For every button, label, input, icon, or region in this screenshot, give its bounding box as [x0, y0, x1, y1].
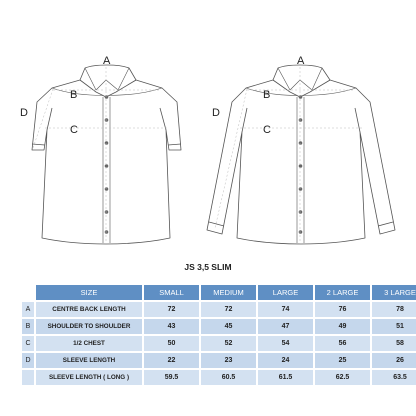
row-value: 54 [258, 336, 313, 351]
row-value: 74 [258, 302, 313, 317]
row-key: A [22, 302, 34, 317]
table-row [22, 353, 416, 368]
row-value: 61.5 [258, 370, 313, 385]
header-size: SIZE [36, 285, 142, 300]
row-value: 50 [144, 336, 199, 351]
table-row [22, 370, 416, 385]
label-c: C [70, 124, 78, 136]
label-d: D [20, 107, 28, 119]
header-large: LARGE [258, 285, 313, 300]
row-value: 78 [372, 302, 416, 317]
table-row [22, 336, 416, 351]
row-value: 47 [258, 319, 313, 334]
table-row [22, 302, 416, 317]
row-measurement: 1/2 CHEST [36, 336, 142, 351]
header-small: SMALL [144, 285, 199, 300]
row-value: 23 [201, 353, 256, 368]
header-2-large: 2 LARGE [315, 285, 370, 300]
row-measurement: SHOULDER TO SHOULDER [36, 319, 142, 334]
row-key: D [22, 353, 34, 368]
row-value: 51 [372, 319, 416, 334]
row-value: 62.5 [315, 370, 370, 385]
row-value: 59.5 [144, 370, 199, 385]
label-d: D [212, 107, 220, 119]
row-value: 45 [201, 319, 256, 334]
row-key: B [22, 319, 34, 334]
label-c: C [263, 124, 271, 136]
row-key [22, 370, 34, 385]
header-row [22, 285, 416, 300]
table-row [22, 319, 416, 334]
row-value: 76 [315, 302, 370, 317]
size-chart-table [20, 283, 416, 387]
header-3-large: 3 LARGE [372, 285, 416, 300]
row-value: 52 [201, 336, 256, 351]
row-value: 63.5 [372, 370, 416, 385]
row-measurement: SLEEVE LENGTH ( LONG ) [36, 370, 142, 385]
row-key: C [22, 336, 34, 351]
label-b: B [70, 89, 78, 101]
label-a: A [103, 55, 111, 67]
row-value: 56 [315, 336, 370, 351]
row-value: 26 [372, 353, 416, 368]
row-value: 25 [315, 353, 370, 368]
row-value: 72 [201, 302, 256, 317]
row-value: 49 [315, 319, 370, 334]
row-value: 60.5 [201, 370, 256, 385]
header-medium: MEDIUM [201, 285, 256, 300]
label-a: A [297, 55, 305, 67]
row-measurement: CENTRE BACK LENGTH [36, 302, 142, 317]
row-value: 24 [258, 353, 313, 368]
row-value: 43 [144, 319, 199, 334]
row-value: 22 [144, 353, 199, 368]
long-sleeve-shirt-drawing [207, 65, 395, 244]
header-blank [22, 285, 34, 300]
row-measurement: SLEEVE LENGTH [36, 353, 142, 368]
row-value: 72 [144, 302, 199, 317]
label-b: B [263, 89, 271, 101]
row-value: 58 [372, 336, 416, 351]
size-chart-title: JS 3,5 SLIM [184, 262, 232, 272]
short-sleeve-shirt-drawing [32, 65, 181, 244]
